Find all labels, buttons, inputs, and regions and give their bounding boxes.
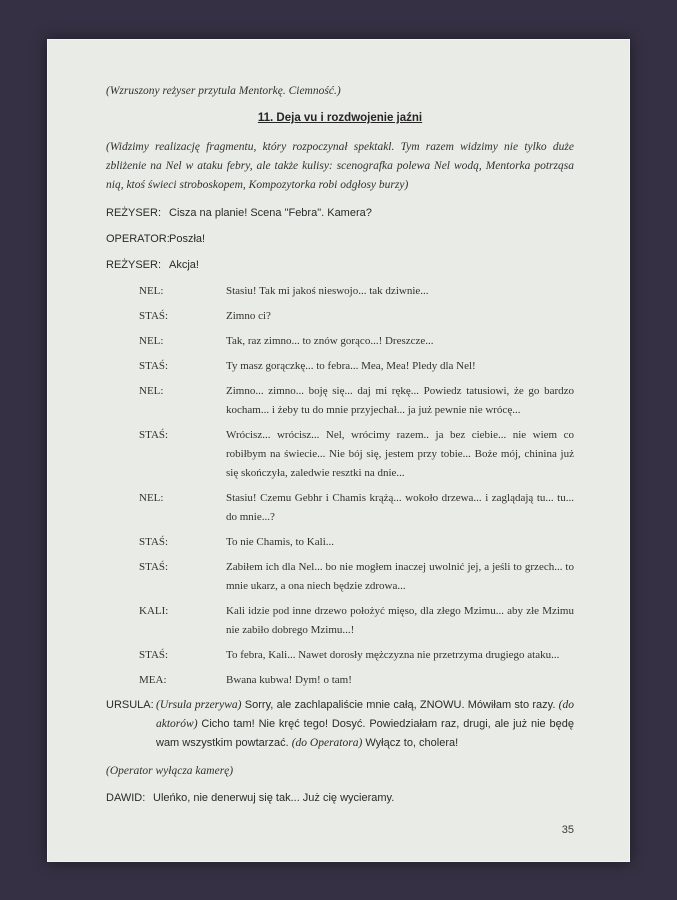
- dialogue-text: Tak, raz zimno... to znów gorąco...! Dreszcze...: [226, 335, 434, 347]
- dialogue-text: [156, 696, 574, 753]
- dialogue-row: [106, 256, 574, 275]
- dialogue-text: Poszła!: [169, 233, 206, 245]
- speaker-label: NEL:: [139, 492, 164, 504]
- dialogue-text: Zimno... zimno... boję się... daj mi rękę... Powiedz tatusiowi, że go bardzo kocham... i żeby tu do mnie przyjechał... ja już pewnie nie wrócę...: [226, 385, 574, 416]
- script-page: [47, 39, 630, 862]
- dialogue-row: [139, 646, 574, 665]
- dialogue-row: [139, 489, 574, 527]
- dialogue-row-ursula: [106, 696, 574, 753]
- dialogue-text: To febra, Kali... Nawet dorosły mężczyzna nie przetrzyma drugiego ataku...: [226, 649, 560, 661]
- dialogue-segment: Sorry, ale zachlapaliście mnie całą, ZNOWU. Mówiłam sto razy.: [244, 699, 556, 711]
- dialogue-row: [139, 602, 574, 640]
- dialogue-row: [139, 533, 574, 552]
- dialogue-row: [139, 558, 574, 596]
- dialogue-row: [139, 357, 574, 376]
- dialogue-text: Cisza na planie! Scena "Febra". Kamera?: [169, 207, 372, 219]
- dialogue-row: [139, 307, 574, 326]
- speaker-label: MEA:: [139, 674, 167, 686]
- dialogue-text: Bwana kubwa! Dym! o tam!: [226, 674, 352, 686]
- dialogue-text: Zimno ci?: [226, 310, 271, 322]
- dialogue-row: [106, 230, 574, 249]
- page-content: [48, 40, 629, 836]
- dialogue-row: [106, 204, 574, 223]
- speaker-label: STAŚ:: [139, 536, 169, 548]
- scene-heading: 11. Deja vu i rozdwojenie jaźni: [257, 112, 423, 124]
- speaker-label: NEL:: [139, 335, 164, 347]
- speaker-label: STAŚ:: [139, 561, 169, 573]
- dialogue-text: Kali idzie pod inne drzewo położyć mięso, dla złego Mzimu... aby złe Mzimu nie zabiło dobrego Mzimu...!: [226, 605, 574, 636]
- dialogue-text: Wrócisz... wrócisz... Nel, wrócimy razem.. ja bez ciebie... nie wiem co robiłbym na świecie... Nie bój się, jestem przy tobie... Boże mój, chinina już się skończyła, zaledwie resztki na dnie...: [226, 429, 574, 479]
- dialogue-row: [139, 332, 574, 351]
- speaker-label: REŻYSER:: [106, 207, 162, 219]
- dialogue-text: Ty masz gorączkę... to febra... Mea, Mea! Pledy dla Nel!: [226, 360, 476, 372]
- speaker-label: OPERATOR:: [106, 233, 170, 245]
- speaker-label: DAWID:: [106, 792, 146, 804]
- inline-stage-direction: (Ursula przerywa): [156, 699, 242, 711]
- speaker-label: NEL:: [139, 385, 164, 397]
- dialogue-row: [139, 282, 574, 301]
- dialogue-row: [139, 382, 574, 420]
- speaker-label: STAŚ:: [139, 429, 169, 441]
- scene-description: (Widzimy realizację fragmentu, który rozpoczynał spektakl. Tym razem widzimy nie tylko duże zbliżenie na Nel w ataku febry, ale także kulisy: scenografka polewa Nel wodą, Mentorka potrząsa nią, ktoś świeci stroboskopem, Kompozytorka robi odgłosy burzy): [106, 141, 574, 191]
- page-number: 35: [561, 824, 574, 836]
- dialogue-text: Stasiu! Tak mi jakoś nieswojo... tak dziwnie...: [226, 285, 429, 297]
- speaker-label: KALI:: [139, 605, 169, 617]
- stage-direction-closing: (Operator wyłącza kamerę): [106, 765, 234, 777]
- speaker-label: NEL:: [139, 285, 164, 297]
- dialogue-row: [139, 426, 574, 483]
- speaker-label: URSULA:: [106, 699, 154, 711]
- dialogue-segment: Cicho tam! Nie kręć tego! Dosyć. Powiedziałam raz, drugi, ale już nie będę wam wszystkim powtarzać.: [156, 718, 574, 749]
- dialogue-text: Stasiu! Czemu Gebhr i Chamis krążą... wokoło drzewa... i zaglądają tu... tu... do mnie...?: [226, 492, 574, 523]
- speaker-label: REŻYSER:: [106, 259, 162, 271]
- speaker-label: STAŚ:: [139, 649, 169, 661]
- dialogue-segment: Wyłącz to, cholera!: [365, 737, 459, 749]
- inline-stage-direction: (do Operatora): [291, 737, 363, 749]
- dialogue-text: Zabiłem ich dla Nel... bo nie mogłem inaczej uwolnić jej, a jeśli to grzech... to mnie ukarz, a ona niech będzie zdrowa...: [226, 561, 574, 592]
- speaker-label: STAŚ:: [139, 310, 169, 322]
- dialogue-text: To nie Chamis, to Kali...: [226, 536, 334, 548]
- dialogue-text: Akcja!: [169, 259, 199, 271]
- dialogue-row: [106, 789, 574, 808]
- dialogue-row: [139, 671, 574, 690]
- stage-direction-opening: (Wzruszony reżyser przytula Mentorkę. Ciemność.): [106, 85, 341, 97]
- dialogue-text: Uleńko, nie denerwuj się tak... Już cię wycieramy.: [153, 792, 395, 804]
- speaker-label: STAŚ:: [139, 360, 169, 372]
- inline-stage-direction: (do aktorów): [156, 699, 575, 730]
